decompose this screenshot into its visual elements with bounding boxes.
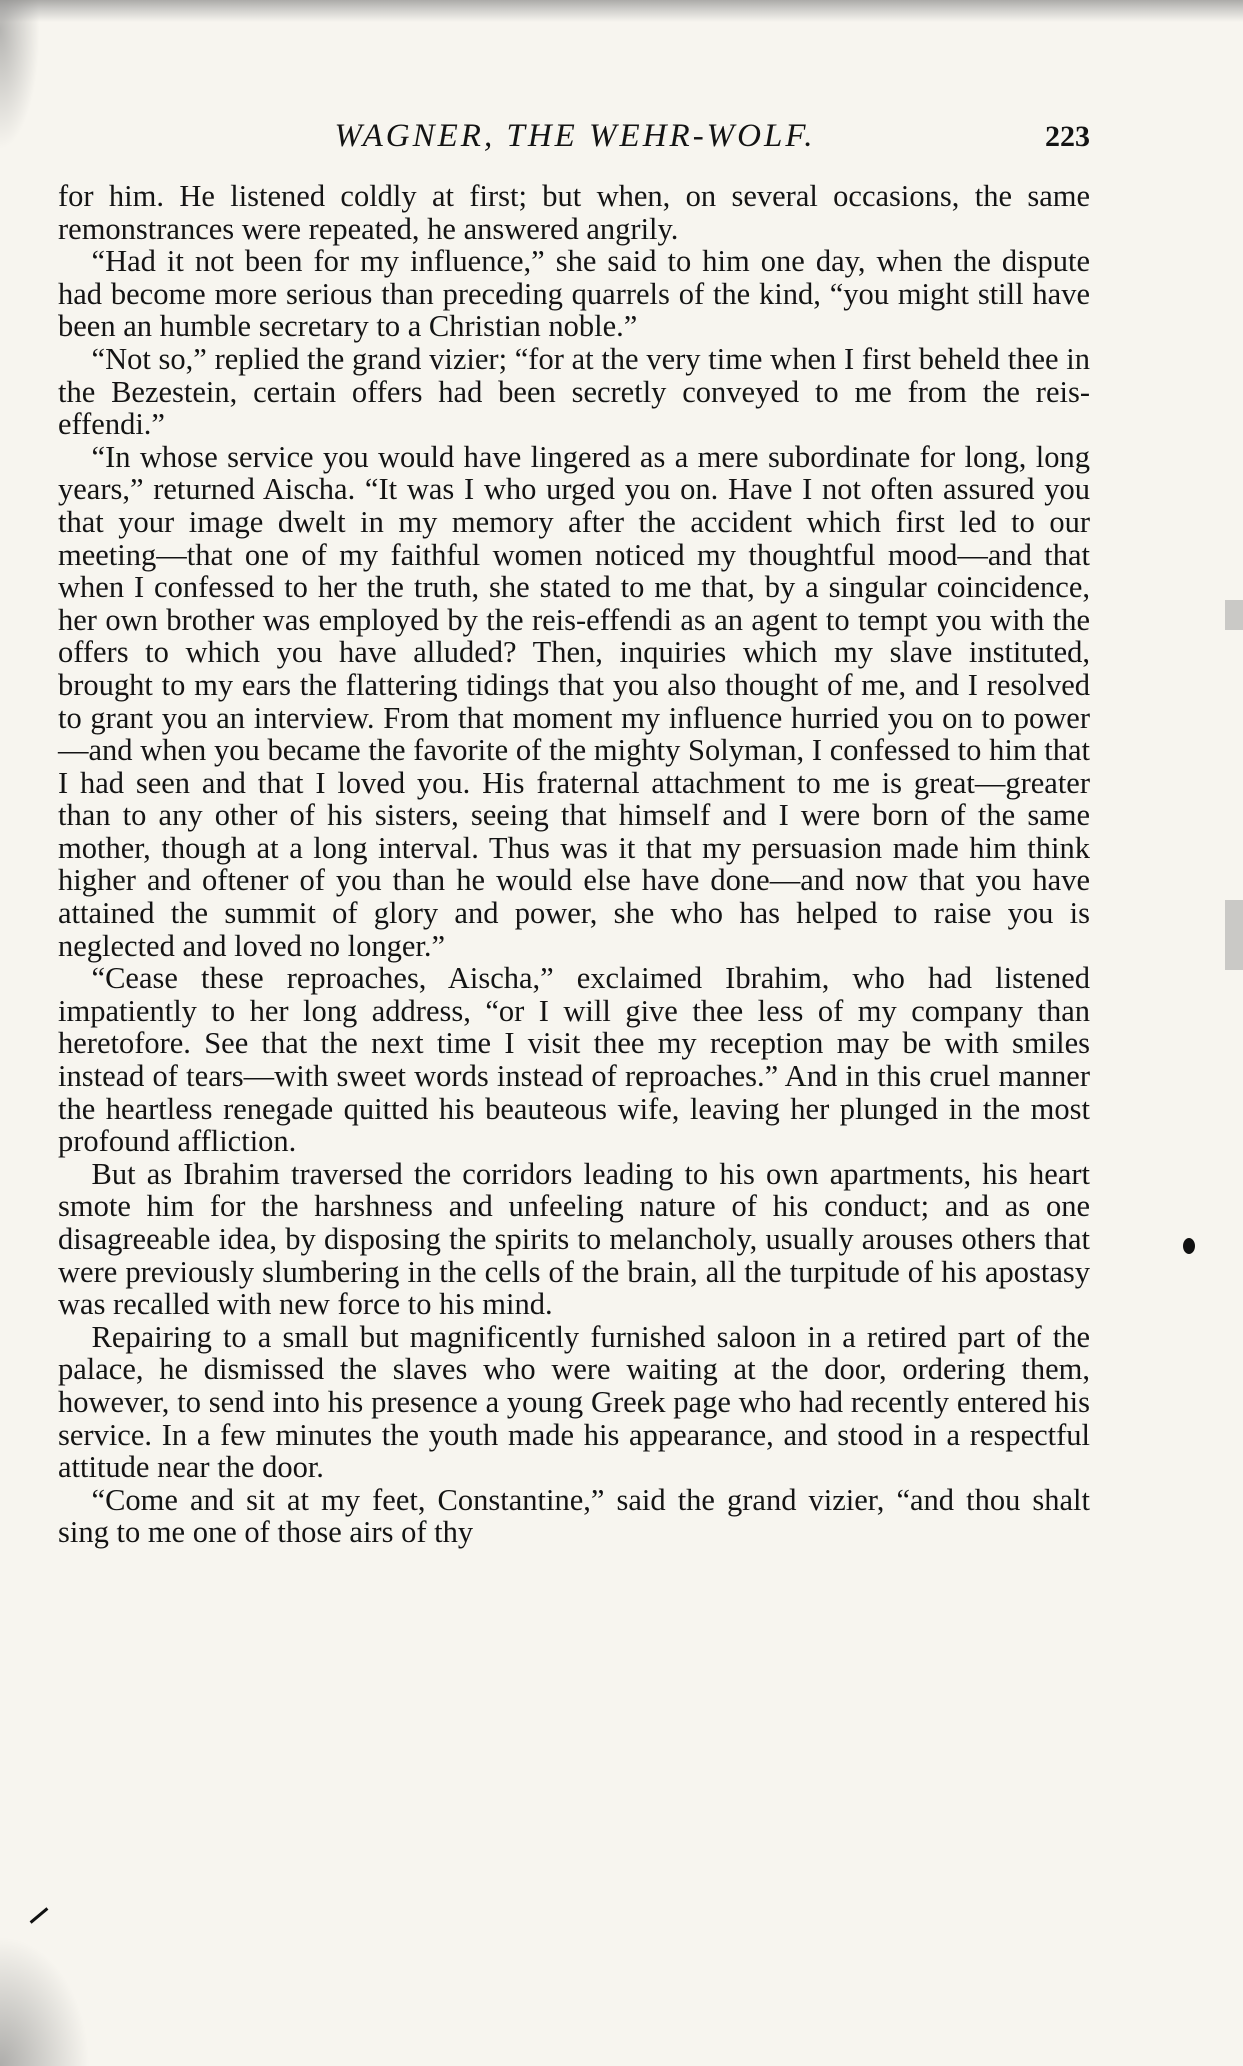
pen-mark	[30, 1907, 49, 1923]
paragraph: “Cease these reproaches, Aischa,” exclaimed Ibrahim, who had listened impatiently to her long address, “or I will give thee less of my company than heretofore. See that the next time I visit thee my reception may be with smiles instead of tears—with sweet words instead of reproaches.” And in this cruel manner the heartless renegade quitted his beauteous wife, leaving her plunged in the most profound affliction.	[58, 961, 1090, 1159]
ink-dot	[1183, 1238, 1195, 1254]
paragraph: “Come and sit at my feet, Constantine,” said the grand vizier, “and thou shalt sing to me one of those airs of thy	[58, 1482, 1090, 1550]
scan-edge-bottom-left	[0, 1936, 90, 2066]
scan-edge-left	[0, 0, 40, 150]
scan-edge-mark	[1225, 900, 1243, 970]
page-number: 223	[1045, 120, 1090, 153]
paragraph: for him. He listened coldly at first; but when, on several occasions, the same remonstrances were repeated, he answered angrily.	[58, 179, 1090, 246]
paragraph: But as Ibrahim traversed the corridors leading to his own apartments, his heart smote him for the harshness and unfeeling nature of his conduct; and as one disagreeable idea, by disposing the spirits to melancholy, usually arouses others that were previously slumbering in the cells of the brain, all the turpitude of his apostasy was recalled with new force to his mind.	[58, 1156, 1090, 1322]
running-title: WAGNER, THE WEHR-WOLF.	[334, 118, 816, 154]
page-header	[60, 118, 1090, 162]
body-text	[58, 180, 1090, 1549]
scan-edge-top	[0, 0, 1243, 22]
paragraph: Repairing to a small but magnificently furnished saloon in a retired part of the palace, he dismissed the slaves who were waiting at the door, ordering them, however, to send into his presence a young Greek page who had recently entered his service. In a few minutes the youth made his appearance, and stood in a respectful attitude near the door.	[58, 1319, 1090, 1485]
paragraph: “Had it not been for my influence,” she said to him one day, when the dispute had become more serious than preceding quarrels of the kind, “you might still have been an humble secretary to a Christian noble.”	[58, 244, 1090, 344]
scan-edge-mark	[1225, 600, 1243, 630]
paragraph: “In whose service you would have lingered as a mere subordinate for long, long years,” returned Aischa. “It was I who urged you on. Have I not often assured you that your image dwelt in my memory after the accident which first led to our meeting—that one of my faithful women noticed my thoughtful mood—and that when I confessed to her the truth, she stated to me that, by a singular coincidence, her own brother was employed by the reis-effendi as an agent to tempt you with the offers to which you have alluded? Then, inquiries which my slave instituted, brought to my ears the flattering tidings that you also thought of me, and I resolved to grant you an interview. From that moment my influence hurried you on to power—and when you became the favorite of the mighty Solyman, I confessed to him that I had seen and that I loved you. His fraternal attachment to me is great—greater than to any other of his sisters, seeing that himself and I were born of the same mother, though at a long interval. Thus was it that my persuasion made him think higher and oftener of you than he would else have done—and now that you have attained the summit of glory and power, she who has helped to raise you is neglected and loved no longer.”	[58, 439, 1090, 963]
paragraph: “Not so,” replied the grand vizier; “for at the very time when I first beheld thee in the Bezestein, certain offers had been secretly conveyed to me from the reis-effendi.”	[58, 341, 1090, 442]
